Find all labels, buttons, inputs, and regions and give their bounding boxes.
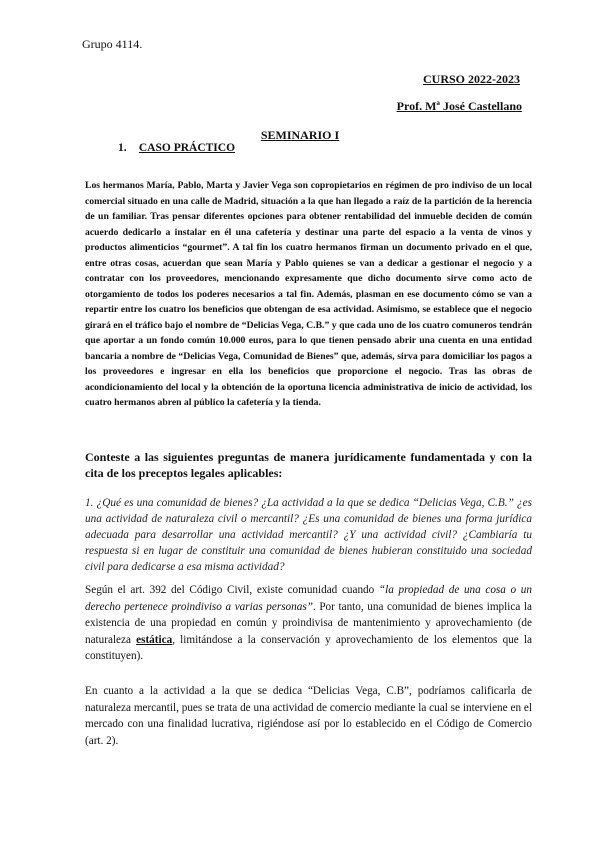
answer-1-intro: Según el art. 392 del Código Civil, existe comunidad cuando [85,584,379,596]
case-paragraph: Los hermanos María, Pablo, Marta y Javier Vega son copropietarios en régimen de pro indiviso de un local comercial situado en una calle de Madrid, situación a la que han llegado a raíz de la partición de la herencia de un familiar. Tras pensar diferentes opciones para obtener rentabilidad del inmueble deciden de común acuerdo dedicarlo a instalar en él una cafetería y destinar una parte del espacio a la venta de vinos y productos alimenticios “gourmet”. A tal fin los cuatro hermanos firman un documento privado en el que, entre otras cosas, acuerdan que sean María y Pablo quienes se van a dedicar a gestionar el negocio y a contratar con los proveedores, mencionando expresamente que dicho documento sirve como acto de otorgamiento de todos los poderes necesarios a tal fin. Además, plasman en ese documento cómo se van a repartir entre los cuatro los beneficios que obtengan de esa actividad. Asimismo, se establece que el negocio girará en el tráfico bajo el nombre de “Delicias Vega, C.B.” y que cada uno de los cuatro comuneros tendrán que aportar a un fondo común 10.000 euros, para lo que tienen pensado abrir una cuenta en una entidad bancaria a nombre de “Delicias Vega, Comunidad de Bienes” que, además, sirva para domiciliar los pagos a los proveedores e ingresar en ella los beneficios que proporcione el negocio. Tras las obras de acondicionamiento del local y la obtención de la oportuna licencia administrativa de inicio de actividad, los cuatro hermanos abren al público la cafetería y la tienda. [85,180,532,408]
instructions-paragraph: Conteste a las siguientes preguntas de manera jurídicamente fundamentada y con la cita de los preceptos legales aplicables: [85,450,532,480]
professor-name: Prof. Mª José Castellano [396,99,522,113]
section-title: CASO PRÁCTICO [138,142,236,154]
answer-paragraph-1 [85,582,532,665]
answer-1-emphasis: estática [136,633,173,646]
group-label: Grupo 4114. [82,37,143,51]
section-number: 1. [118,142,127,154]
course-year: CURSO 2022-2023 [422,72,520,86]
document-title: SEMINARIO I [260,128,340,142]
answer-1-end: , limitándose a la conservación y aprovechamiento de los elementos que la constituyen). [85,633,532,662]
answer-paragraph-2: En cuanto a la actividad a la que se dedica “Delicias Vega, C.B”, podríamos calificarla de naturaleza mercantil, pues se trata de una actividad de comercio mediante la cual se interviene en el mercado con una finalidad lucrativa, rigiéndose así por lo establecido en el Código de Comercio (art. 2). [85,685,532,747]
answer-1-middle: . Por tanto, una comunidad de bienes implica la existencia de una propiedad en común y proindivisa de mantenimiento y aprovechamiento (de naturaleza [85,600,532,646]
question-1: 1. ¿Qué es una comunidad de bienes? ¿La actividad a la que se dedica “Delicias Vega, C.B.” ¿es una actividad de naturaleza civil o mercantil? ¿Es una comunidad de bienes una forma jurídica adecuada para desarrollar una actividad mercantil? ¿Y una actividad civil? ¿Cambiaría tu respuesta si en lugar de constituir una comunidad de bienes hubieran constituido una sociedad civil para dedicarse a esa misma actividad? [85,497,532,573]
answer-1-quote: “la propiedad de una cosa o un derecho pertenece proindiviso a varias personas” [85,584,532,613]
section-heading [118,142,235,154]
